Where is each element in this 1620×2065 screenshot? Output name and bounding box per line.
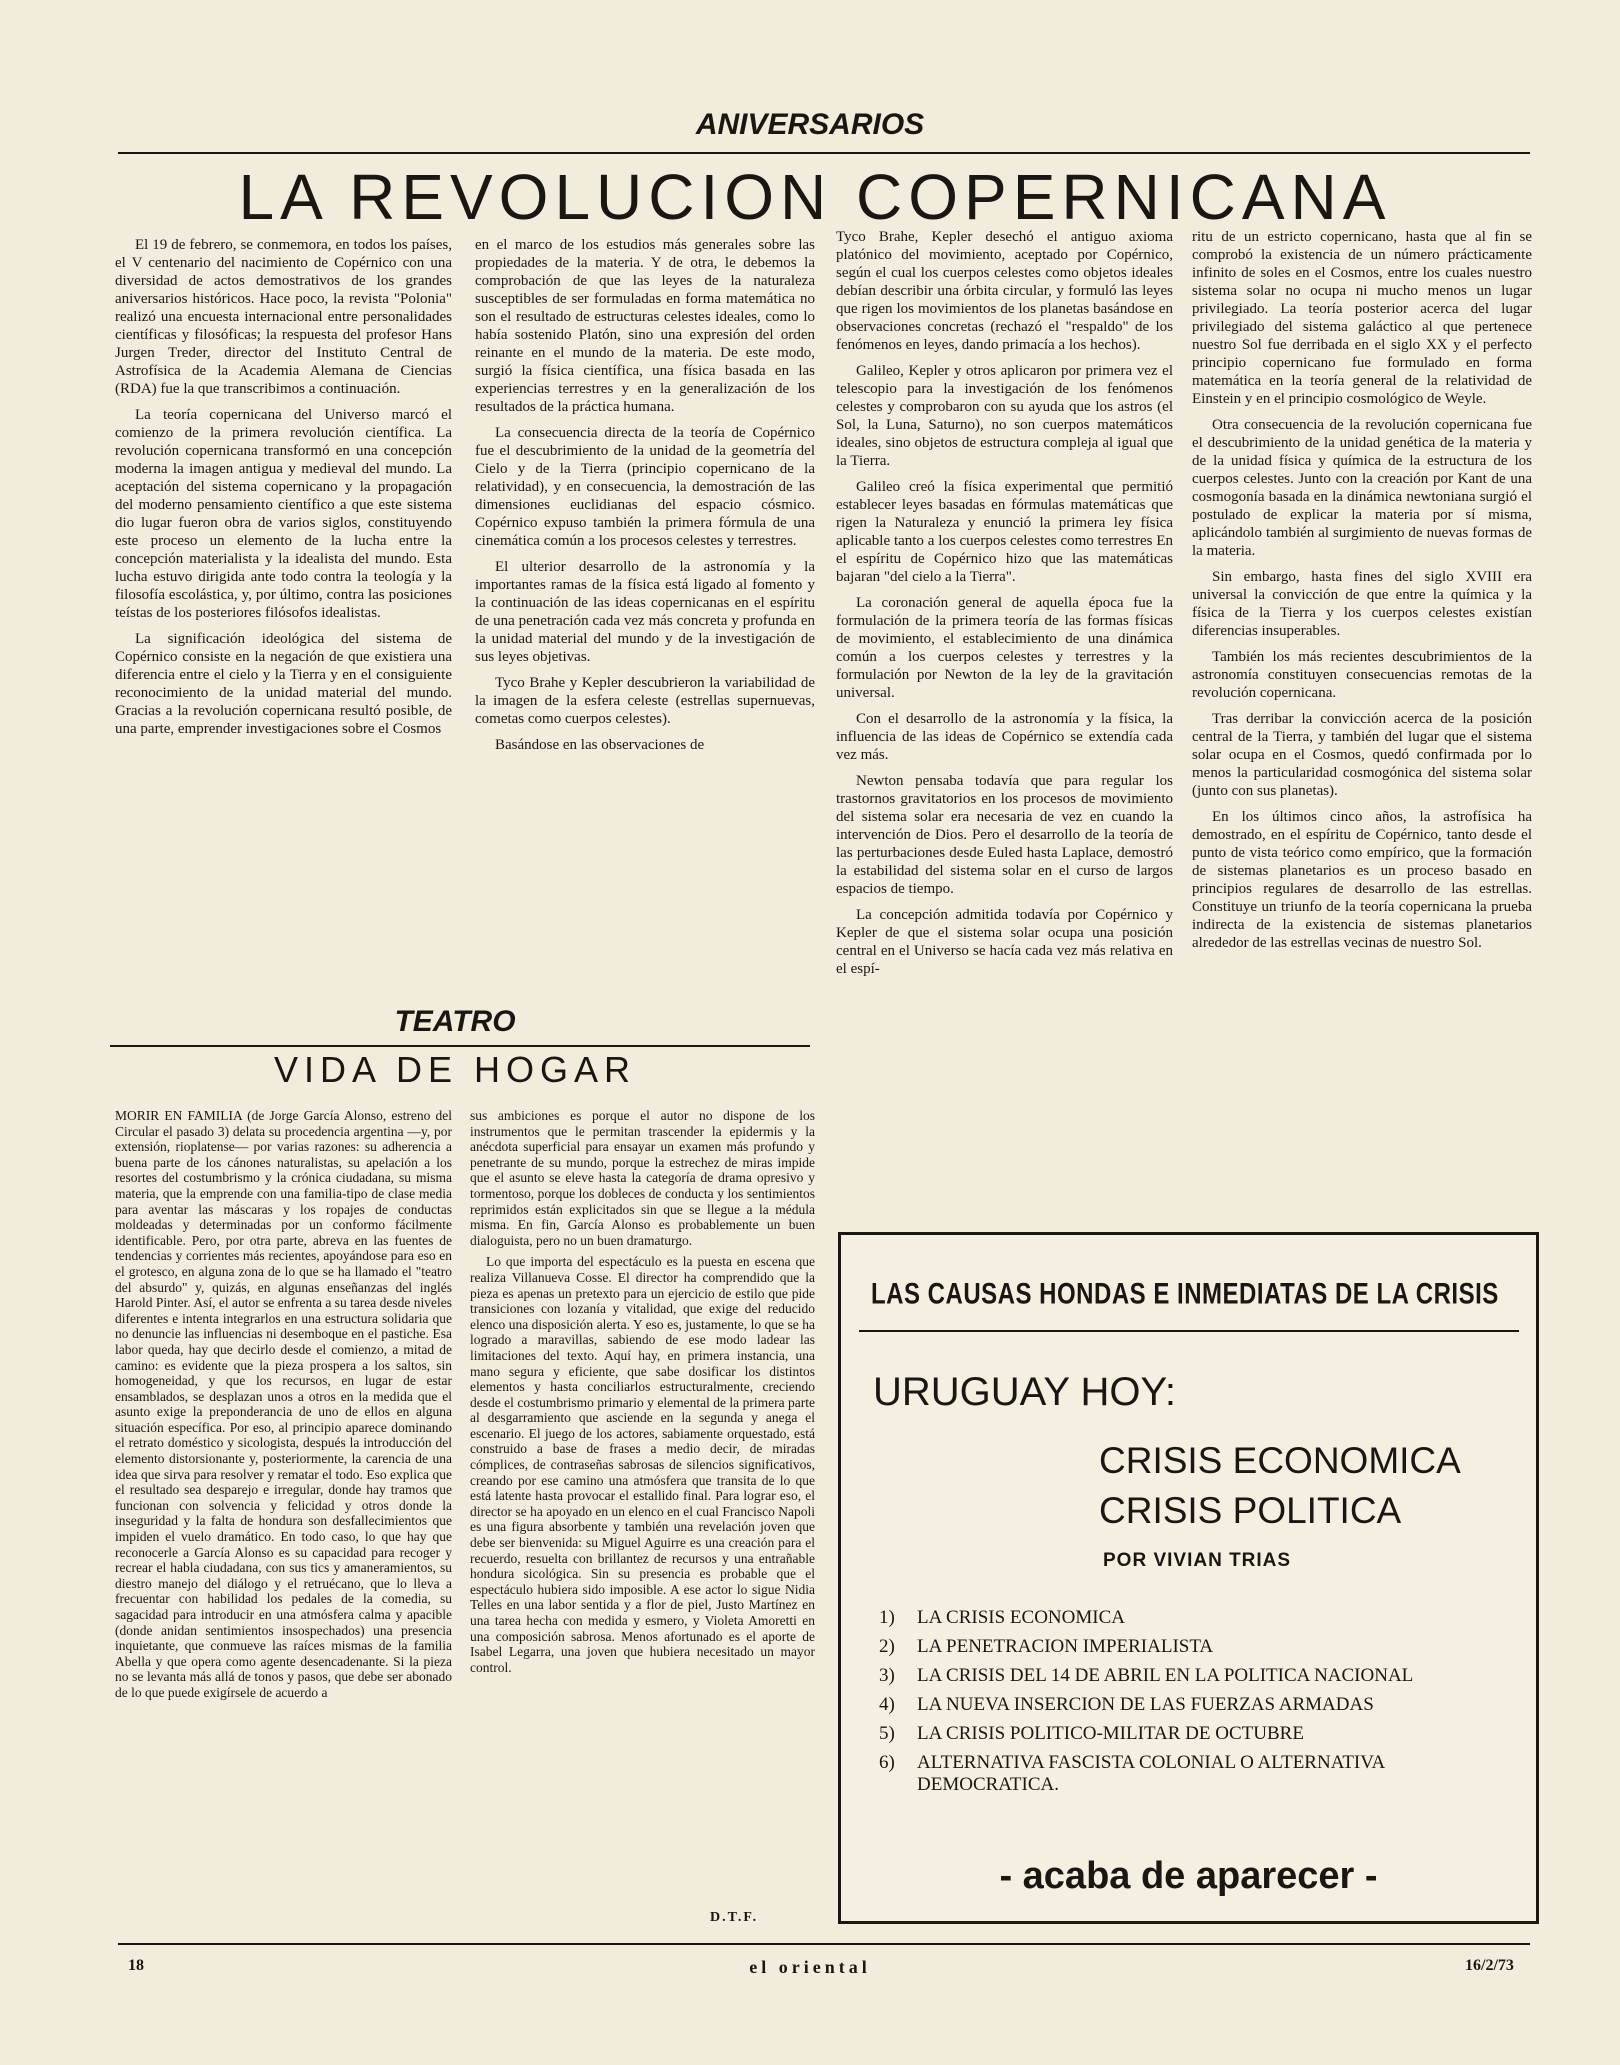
ad-chapter-list [879,1607,1519,1803]
teatro-section-header: TEATRO [394,1005,516,1038]
signature: D.T.F. [710,1910,759,1925]
paragraph: Tyco Brahe, Kepler desechó el antiguo axioma platónico del movimiento, aceptado por Copérnico, según el cual los cuerpos celestes como objetos ideales debían describir una órbita circular, y formuló las leyes que rigen los movimientos de los planetas basándose en observaciones concretas (rechazó el "respaldo" de los fenómenos en leyes, dando primacía a los hechos). [836,229,1173,353]
list-item [879,1723,1519,1745]
item-number: 1) [879,1607,895,1628]
teatro-rule [110,1045,810,1047]
item-text: LA PENETRACION IMPERIALISTA [917,1636,1214,1657]
item-number: 3) [879,1665,895,1686]
paragraph: Lo que importa del espectáculo es la puesta en escena que realiza Villanueva Cosse. El director ha comprendido que la pieza es apenas un pretexto para un ejercicio de estilo que pide transiciones con lozanía y vitalidad, que exige del reducido elenco una disposición alerta. Y eso es, justamente, lo que se ha logrado a maravillas, sabiendo de ese modo ladear las limitaciones del texto. Aquí hay, en primera instancia, una mano segura y eficiente, que sabe dosificar los distintos elementos y hasta conciliarlos estructuralmente, creciendo desde el costumbrismo primario y elemental de la primera parte al desgarramiento que asciende en la segunda y anega el escenario. El juego de los actores, sabiamente orquestado, está construido a base de frases a medio decir, de miradas cómplices, de contraseñas sabrosas de silencios significativos, creando por ese camino una atmósfera que transita de lo que está latente hasta provocar el estallido final. Para lograr eso, el director se ha apoyado en un elenco en el cual Francisco Napoli es una figura absorbente y también una revelación joven que debe ser bienvenida: su Miguel Aguirre es una creación para el recuerdo, resuelta con brillantez de recursos y una entrañable hondura sicológica. Sin su presencia es probable que el espectáculo hubiera sido imposible. A ese actor lo sigue Nidia Telles en una labor sentida y a flor de piel, Justo Martínez en una tarea hecha con medida y esmero, y Violeta Amoretti en una composición sabrosa. Menos afortunado es el aporte de Isabel Legarra, una joven que hubiera necesitado un mayor control. [470,1254,815,1675]
item-number: 5) [879,1723,895,1744]
article-column-1 [115,236,452,996]
article-column-4 [1192,228,1532,1218]
paragraph: La consecuencia directa de la teoría de Copérnico fue el descubrimiento de la unidad de la geometría del Cielo y de la Tierra (principio copernicano de la relatividad), y en consecuencia, la demostración de las dimensiones euclidianas del espacio cósmico. Copérnico expuso también la primera fórmula de una cinemática común a los procesos celestes y terrestres. [475,425,815,549]
footer-rule [118,1943,1530,1945]
paragraph: Galileo creó la física experimental que permitió establecer leyes basadas en fórmulas matemáticas que rigen la Naturaleza y enunció la primera ley física aplicable tanto a los cuerpos celestes como terrestres En el espíritu de Copérnico hizo que las matemáticas bajaran "del cielo a la Tierra". [836,479,1173,585]
paragraph: MORIR EN FAMILIA (de Jorge García Alonso, estreno del Circular el pasado 3) delata su procedencia argentina —y, por extensión, rioplatense— por varias razones: su adherencia a buena parte de los cánones naturalistas, su apelación a los resortes del costumbrismo y la crónica ciudadana, su misma materia, que la emprende con una familia-tipo de clase media para aventar las máscaras y los ropajes de conductas moldeadas y determinadas por un conformo fácilmente identificable. Pero, por otra parte, abreva en las fuentes de tendencias y corrientes más recientes, apoyándose para eso en el grotesco, en alguna zona de lo que se ha llamado el "teatro del absurdo" y, quizás, en algunas enseñanzas del inglés Harold Pinter. Así, el autor se enfrenta a su tarea desde niveles diferentes e intenta integrarlos en una estructura solidaria que no denuncie las influencias ni desemboque en el pastiche. Esa labor queda, hay que decirlo desde el comienzo, a mitad de camino: es evidente que la pieza prospera a los saltos, sin homogeneidad, y que los recursos, en lugar de estar ensamblados, se desplazan unos a otros en la medida que el asunto exige la preponderancia de uno de ellos en alguna situación específica. Por eso, al principio aparece dominando el retrato doméstico y sicologista, después la introducción del elemento distorsionante y, posteriormente, la carencia de una idea que sirva para resolver y rematar el todo. Eso explica que el resultado sea desparejo e irregular, donde hay tramos que funcionan con solvencia y felicidad y otros donde la inseguridad y la falta de hondura son desfallecimientos que impiden el vuelo dramático. En todo caso, lo que hay que reconocerle a García Alonso es su capacidad para recoger y recrear el habla ciudadana, con sus tics y amaneramientos, su diestro manejo del diálogo y el retruécano, que lo lleva a frecuentar con habilidad los pedales de la comedia, su sagacidad para introducir en una atmósfera calma y apacible (donde anidan sentimientos insospechados) una presencia inquietante, que conmueve las raíces mismas de la familia Abella y que opera como agente desencadenante. Si la pieza no se levanta más allá de tonos y pasos, que debe ser abonado de lo que puede exigírsele de acuerdo a [115,1108,452,1700]
paragraph: La teoría copernicana del Universo marcó el comienzo de la primera revolución científica. La revolución copernicana transformó en una concepción moderna la imagen antigua y medieval del mundo. La aceptación del sistema copernicano y la propagación del moderno pensamiento científico a que este sistema dio lugar fueron obra de varios siglos, constituyendo este proceso un elemento de la lucha entre la concepción materialista y la idealista del mundo. Esta lucha estuvo dirigida ante todo contra la teología y la filosofía escolástica, y, por último, contra las posiciones teístas de los posteriores filósofos idealistas. [115,407,452,621]
paragraph: Galileo, Kepler y otros aplicaron por primera vez el telescopio para la investigación de los fenómenos celestes y comprobaron con su ayuda que los astros (el Sol, la Luna, Saturno), no son cuerpos matemáticos ideales, sino objetos de estructura compleja al igual que la Tierra. [836,363,1173,469]
item-number: 6) [879,1752,895,1773]
list-item [879,1665,1519,1687]
paragraph: La significación ideológica del sistema de Copérnico consiste en la negación de que existiera una diferencia entre el cielo y la Tierra y en el consiguiente reconocimiento de la unidad material del mundo. Gracias a la revolución copernicana resultó posible, de una parte, emprender investigaciones sobre el Cosmos [115,631,452,737]
article-column-2 [475,236,815,996]
list-item [879,1636,1519,1658]
list-item [879,1607,1519,1629]
item-text: ALTERNATIVA FASCISTA COLONIAL O ALTERNATIVA DEMOCRATICA. [917,1752,1385,1795]
item-text: LA CRISIS DEL 14 DE ABRIL EN LA POLITICA NACIONAL [917,1665,1414,1686]
article-column-3 [836,228,1173,1218]
paragraph: Con el desarrollo de la astronomía y la física, la influencia de las ideas de Copérnico se extendía cada vez más. [836,711,1173,763]
paragraph: La concepción admitida todavía por Copérnico y Kepler de que el sistema solar ocupa una posición central en el Universo se hacía cada vez más relativa en el espí- [836,907,1173,977]
teatro-column-1 [115,1108,452,1923]
header-rule [118,152,1530,154]
paragraph: Newton pensaba todavía que para regular los trastornos gravitatorios en los procesos de movimiento del sistema solar era necesaria de vez en cuando la intervención de Dios. Pero el desarrollo de la teoría de las perturbaciones desde Euled hasta Laplace, demostró la estabilidad del sistema solar en el curso de largos espacios de tiempo. [836,773,1173,897]
list-item [879,1752,1519,1796]
paragraph: Tras derribar la convicción acerca de la posición central de la Tierra, y también del lugar que el sistema solar ocupa en el Cosmos, quedó confirmada por lo menos la particularidad cosmogónica del sistema solar (junto con sus planetas). [1192,711,1532,799]
list-item [879,1694,1519,1716]
ad-subtitle-1: CRISIS ECONOMICA [1099,1440,1461,1481]
paragraph: El ulterior desarrollo de la astronomía y la importantes ramas de la física está ligado al fomento y la continuación de las ideas copernicanas en el espíritu de una penetración cada vez más concreta y profunda en la unidad material del mundo y de la investigación de sus leyes objetivas. [475,559,815,665]
ad-rule [859,1330,1519,1332]
page-number: 18 [128,1957,144,1974]
paragraph: En los últimos cinco años, la astrofísica ha demostrado, en el espíritu de Copérnico, tanto desde el punto de vista teórico como empírico, que la formación de sistemas planetarios es un proceso basado en principios regulares de desarrollo de las estrellas. Constituye un triunfo de la teoría copernicana la prueba indirecta de la existencia de sistemas planetarios alrededor de las estrellas vecinas de nuestro Sol. [1192,809,1532,951]
paragraph: La coronación general de aquella época fue la formulación de la primera teoría de las formas físicas de movimiento, el establecimiento de una dinámica común a los cuerpos celestes y terrestres y la formulación por Newton de la ley de la gravitación universal. [836,595,1173,701]
paragraph: El 19 de febrero, se conmemora, en todos los países, el V centenario del nacimiento de Copérnico con una diversidad de actos demostrativos de los grandes aniversarios históricos. Hace poco, la revista "Polonia" realizó una encuesta internacional entre personalidades científicas y filosóficas; la respuesta del profesor Hans Jurgen Treder, director del Instituto Central de Astrofísica de la Academia Alemana de Ciencias (RDA) fue la que transcribimos a continuación. [115,237,452,397]
publication-name: el oriental [749,1957,871,1977]
teatro-title: VIDA DE HOGAR [273,1049,637,1090]
paragraph: Sin embargo, hasta fines del siglo XVIII era universal la convicción de que entre la química y la física de la Tierra y los cuerpos celestes existían diferencias insuperables. [1192,569,1532,639]
item-text: LA CRISIS ECONOMICA [917,1607,1125,1628]
ad-headline: LAS CAUSAS HONDAS E INMEDIATAS DE LA CRISIS [871,1277,1499,1311]
ad-footer: - acaba de aparecer - [999,1855,1378,1897]
paragraph: Basándose en las observaciones de [495,737,705,753]
paragraph: sus ambiciones es porque el autor no dispone de los instrumentos que le permitan trascender la epidermis y la anécdota superficial para ensayar un examen más profundo y penetrante de su mundo, porque la estrechez de miras impide que el asunto se eleve hasta la categoría de drama opresivo y tormentoso, porque los dobleces de conducta y los sentimientos reprimidos están explicitados sin que se llegue a la médula misma. En fin, García Alonso es probablemente un buen dialoguista, pero no un buen dramaturgo. [470,1108,815,1248]
item-number: 2) [879,1636,895,1657]
paragraph: También los más recientes descubrimientos de la astronomía constituyen consecuencias remotas de la revolución copernicana. [1192,649,1532,701]
ad-subtitle-2: CRISIS POLITICA [1099,1490,1402,1531]
article-title: LA REVOLUCION COPERNICANA [238,161,1392,233]
section-header: ANIVERSARIOS [695,108,925,141]
paragraph: Otra consecuencia de la revolución copernicana fue el descubrimiento de la unidad genética de la materia y de la unidad física y química de la estructura de los cuerpos celestes. Junto con la creación por Kant de una cosmogonía basada en la dinámica newtoniana surgió el postulado de explicar la materia por sí misma, aplicándolo también al surgimiento de nuevas formas de la materia. [1192,417,1532,559]
ad-author: POR VIVIAN TRIAS [1103,1550,1292,1571]
paragraph: Tyco Brahe y Kepler descubrieron la variabilidad de la imagen de la esfera celeste (estrellas supernuevas, cometas como cuerpos celestes). [475,675,815,727]
teatro-column-2 [470,1108,815,1903]
book-advertisement [838,1232,1539,1924]
item-text: LA NUEVA INSERCION DE LAS FUERZAS ARMADAS [917,1694,1374,1715]
publication-date: 16/2/73 [1465,1957,1514,1974]
item-text: LA CRISIS POLITICO-MILITAR DE OCTUBRE [917,1723,1304,1744]
paragraph: ritu de un estricto copernicano, hasta que al fin se comprobó la existencia de un número prácticamente infinito de soles en el Cosmos, entre los cuales nuestro sistema solar no ocupa ni mucho menos un lugar privilegiado. La teoría posterior acerca del lugar privilegiado del sistema galáctico al que pertenece nuestro Sol fue derribada en el siglo XX y el perfecto principio copernicano fue formulado en forma matemática en la teoría general de la relatividad de Einstein y en el principio cosmológico de Weyle. [1192,229,1532,407]
item-number: 4) [879,1694,895,1715]
ad-title: URUGUAY HOY: [873,1370,1177,1414]
paragraph: en el marco de los estudios más generales sobre las propiedades de la materia. Y de otra, le debemos la comprobación de que las leyes de la naturaleza susceptibles de ser formuladas en forma matemática no son el resultado de estructuras celestes ideales, como lo había sostenido Platón, sino una expresión del orden reinante en el mundo de la materia. De este modo, surgió la física científica, una física basada en las experiencias terrestres y en la generalización de los resultados de la práctica humana. [475,237,815,415]
